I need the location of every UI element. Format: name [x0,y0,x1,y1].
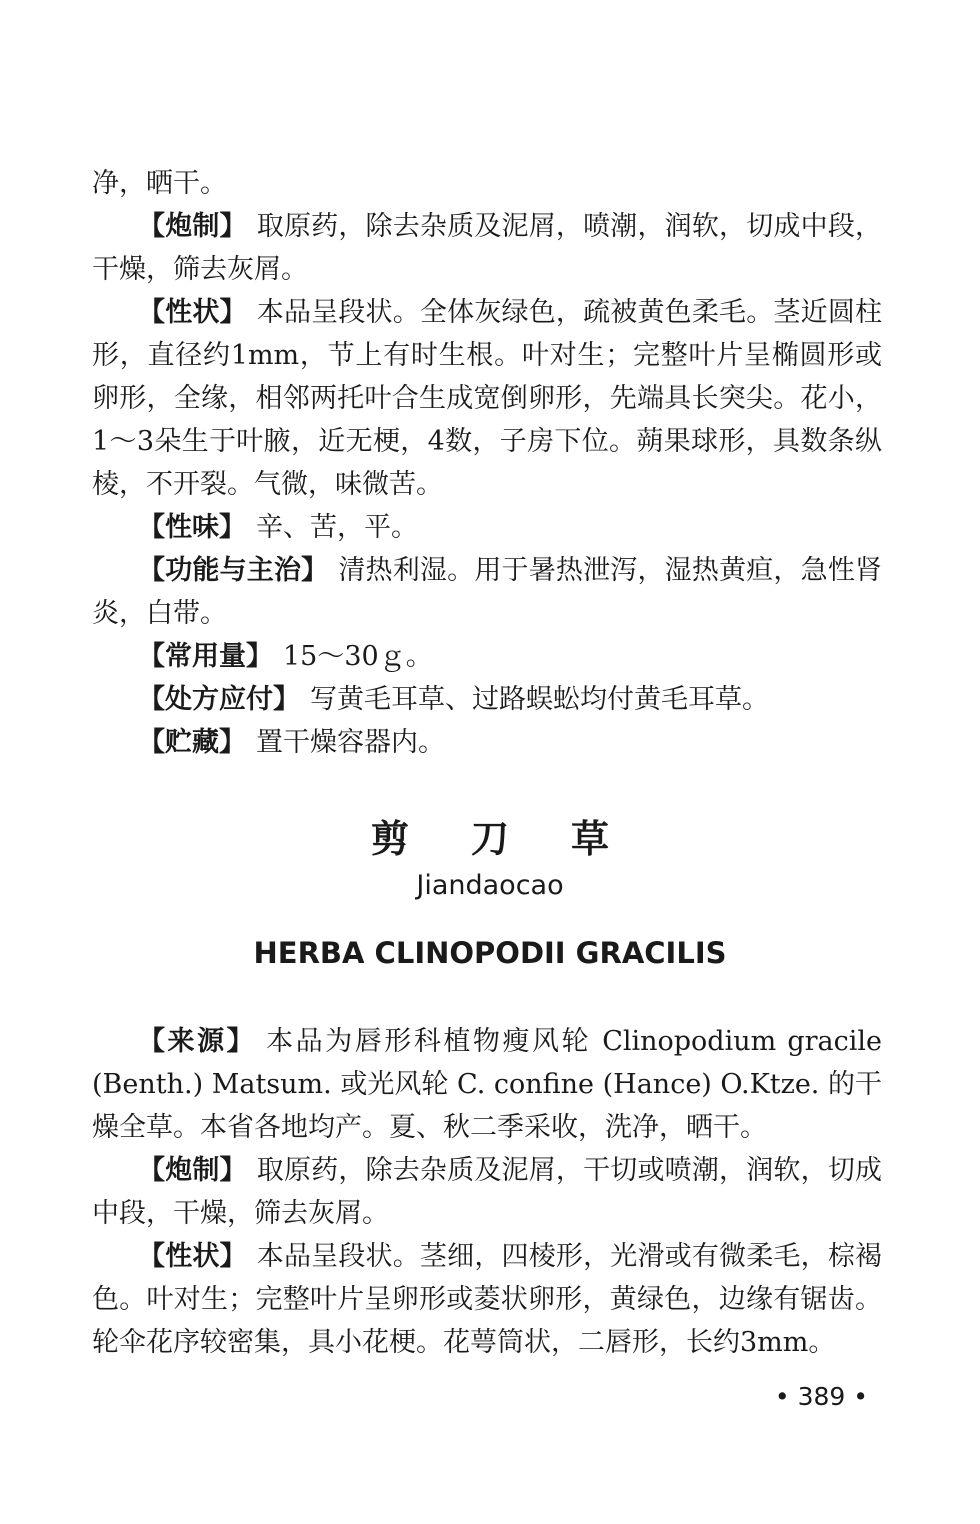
section-tag: 【性味】 [138,512,246,543]
continued-text [92,162,882,205]
section-tag: 【性状】 [138,297,247,328]
paragraph-zhucang [92,721,882,764]
section-text: 本品呈段状。茎细，四棱形，光滑或有微柔毛，棕褐色。叶对生；完整叶片呈卵形或菱状卵形，黄绿色，边缘有锯齿。轮伞花序较密集，具小花梗。花萼筒状，二唇形，长约3mm。 [92,1241,883,1358]
section-tag: 【炮制】 [138,211,247,242]
paragraph-changyong [92,635,882,678]
paragraph-xingzhuang [92,291,882,506]
continued-text-line: 净，晒干。 [92,168,227,199]
entry-title-pinyin: Jiandaocao [416,870,564,901]
paragraph-paozhi [92,205,882,291]
section-tag: 【处方应付】 [138,684,300,715]
section-tag: 【炮制】 [138,1155,247,1186]
section-text: 辛、苦，平。 [256,512,418,543]
paragraph-laiyuan [92,1020,882,1149]
section-tag: 【来源】 [138,1026,257,1057]
section-text: 15～30ｇ。 [283,641,433,672]
section-tag: 【常用量】 [138,641,273,672]
paragraph-paozhi-2 [92,1149,882,1235]
entry-title-latin: HERBA CLINOPODII GRACILIS [253,936,727,970]
entry-title-chinese: 剪刀草 [370,817,671,861]
section-tag: 【贮藏】 [138,727,246,758]
section-text: 取原药，除去杂质及泥屑，干切或喷潮，润软，切成中段，干燥，筛去灰屑。 [92,1155,883,1229]
page-number: • 389 • [774,1382,868,1411]
section-text: 本品为唇形科植物瘦风轮 Clinopodium gracile (Benth.) Matsum. 或光风轮 C. confine (Hance) O.Ktze. 的干燥全草。本省各地均产。夏、秋二季采收，洗净，晒干。 [92,1026,882,1143]
paragraph-xingwei [92,506,882,549]
paragraph-chufang [92,678,882,721]
paragraph-gongneng [92,549,882,635]
paragraph-xingzhuang-2 [92,1235,882,1364]
section-text: 置干燥容器内。 [256,727,445,758]
section-text: 写黄毛耳草、过路蜈蚣均付黄毛耳草。 [310,684,769,715]
section-text: 取原药，除去杂质及泥屑，喷潮，润软，切成中段，干燥，筛去灰屑。 [92,211,883,285]
section-tag: 【功能与主治】 [138,555,329,586]
section-text: 清热利湿。用于暑热泄泻，湿热黄疸，急性肾炎，白带。 [92,555,883,629]
section-text: 本品呈段状。全体灰绿色，疏被黄色柔毛。茎近圆柱形，直径约1mm，节上有时生根。叶对生；完整叶片呈椭圆形或卵形，全缘，相邻两托叶合生成宽倒卵形，先端具长突尖。花小，1～3朵生于叶腋，近无梗，4数，子房下位。蒴果球形，具数条纵棱，不开裂。气微，味微苦。 [92,297,883,500]
section-tag: 【性状】 [138,1241,247,1272]
